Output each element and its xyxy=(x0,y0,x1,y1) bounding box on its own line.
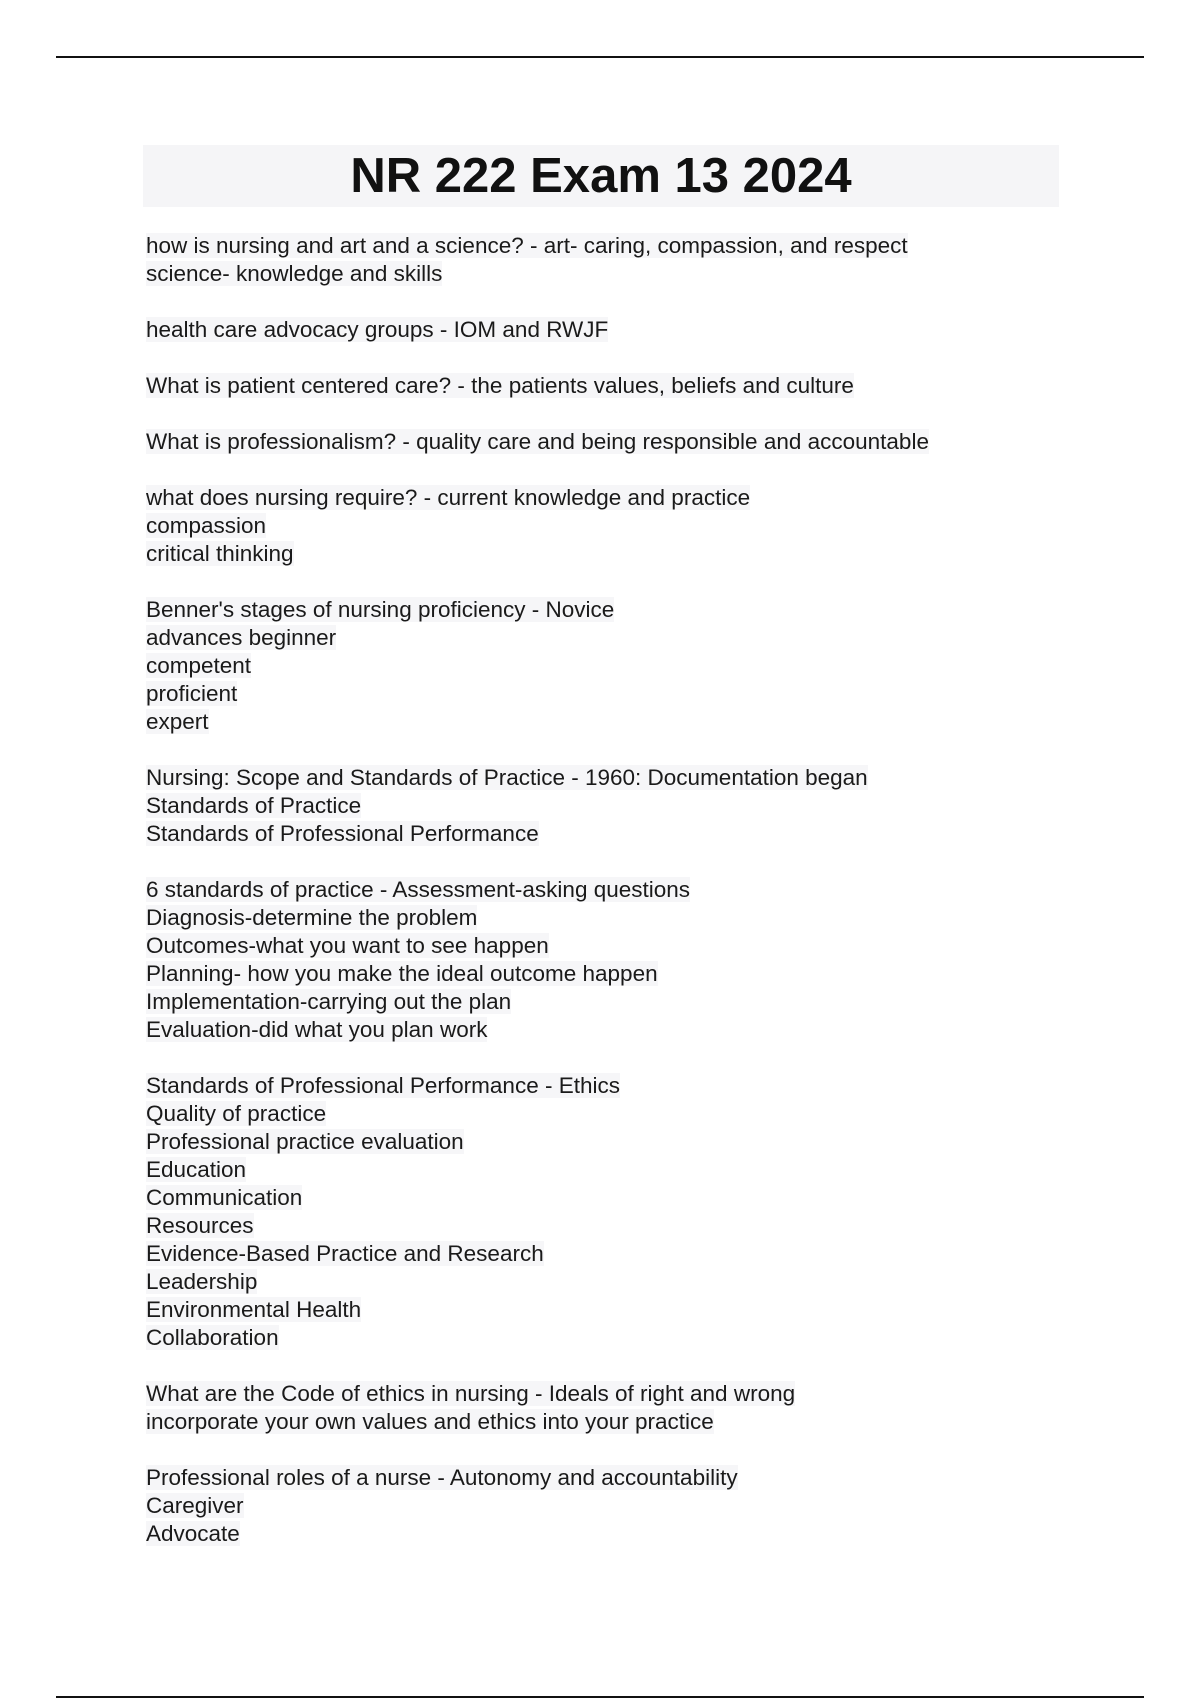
card-line: Standards of Professional Performance xyxy=(146,821,539,846)
card-line: expert xyxy=(146,709,209,734)
flashcard xyxy=(146,1464,1106,1548)
card-line: Education xyxy=(146,1157,247,1182)
card-line: Quality of practice xyxy=(146,1101,327,1126)
flashcard-list xyxy=(146,232,1106,1576)
card-line: health care advocacy groups - IOM and RWJF xyxy=(146,317,609,342)
top-rule xyxy=(56,56,1144,58)
card-line: Caregiver xyxy=(146,1493,244,1518)
card-line: Planning- how you make the ideal outcome happen xyxy=(146,961,658,986)
card-line: Environmental Health xyxy=(146,1297,362,1322)
card-line: Advocate xyxy=(146,1521,240,1546)
card-line: What is professionalism? - quality care and being responsible and accountable xyxy=(146,429,929,454)
card-line: Evidence-Based Practice and Research xyxy=(146,1241,544,1266)
flashcard xyxy=(146,764,1106,848)
card-line: science- knowledge and skills xyxy=(146,261,443,286)
card-line: Professional practice evaluation xyxy=(146,1129,464,1154)
flashcard xyxy=(146,372,1106,400)
card-line: Professional roles of a nurse - Autonomy and accountability xyxy=(146,1465,738,1490)
card-line: 6 standards of practice - Assessment-asking questions xyxy=(146,877,691,902)
bottom-rule xyxy=(56,1696,1144,1698)
flashcard xyxy=(146,596,1106,736)
card-line: Implementation-carrying out the plan xyxy=(146,989,512,1014)
card-line: Standards of Practice xyxy=(146,793,362,818)
card-line: Leadership xyxy=(146,1269,258,1294)
flashcard xyxy=(146,428,1106,456)
card-line: What is patient centered care? - the patients values, beliefs and culture xyxy=(146,373,854,398)
card-line: Standards of Professional Performance - Ethics xyxy=(146,1073,620,1098)
card-line: what does nursing require? - current knowledge and practice xyxy=(146,485,751,510)
title-band xyxy=(143,145,1059,207)
flashcard xyxy=(146,484,1106,568)
flashcard xyxy=(146,232,1106,288)
card-line: Nursing: Scope and Standards of Practice - 1960: Documentation began xyxy=(146,765,868,790)
card-line: compassion xyxy=(146,513,267,538)
card-line: critical thinking xyxy=(146,541,294,566)
flashcard xyxy=(146,316,1106,344)
card-line: Diagnosis-determine the problem xyxy=(146,905,478,930)
card-line: Benner's stages of nursing proficiency - Novice xyxy=(146,597,615,622)
document-title: NR 222 Exam 13 2024 xyxy=(350,149,852,203)
card-line: Resources xyxy=(146,1213,254,1238)
card-line: Outcomes-what you want to see happen xyxy=(146,933,549,958)
card-line: how is nursing and art and a science? - art- caring, compassion, and respect xyxy=(146,233,908,258)
card-line: What are the Code of ethics in nursing - Ideals of right and wrong xyxy=(146,1381,796,1406)
flashcard xyxy=(146,1072,1106,1352)
card-line: Collaboration xyxy=(146,1325,279,1350)
card-line: proficient xyxy=(146,681,238,706)
card-line: incorporate your own values and ethics into your practice xyxy=(146,1409,714,1434)
card-line: Communication xyxy=(146,1185,303,1210)
card-line: competent xyxy=(146,653,252,678)
card-line: Evaluation-did what you plan work xyxy=(146,1017,488,1042)
card-line: advances beginner xyxy=(146,625,337,650)
flashcard xyxy=(146,1380,1106,1436)
flashcard xyxy=(146,876,1106,1044)
